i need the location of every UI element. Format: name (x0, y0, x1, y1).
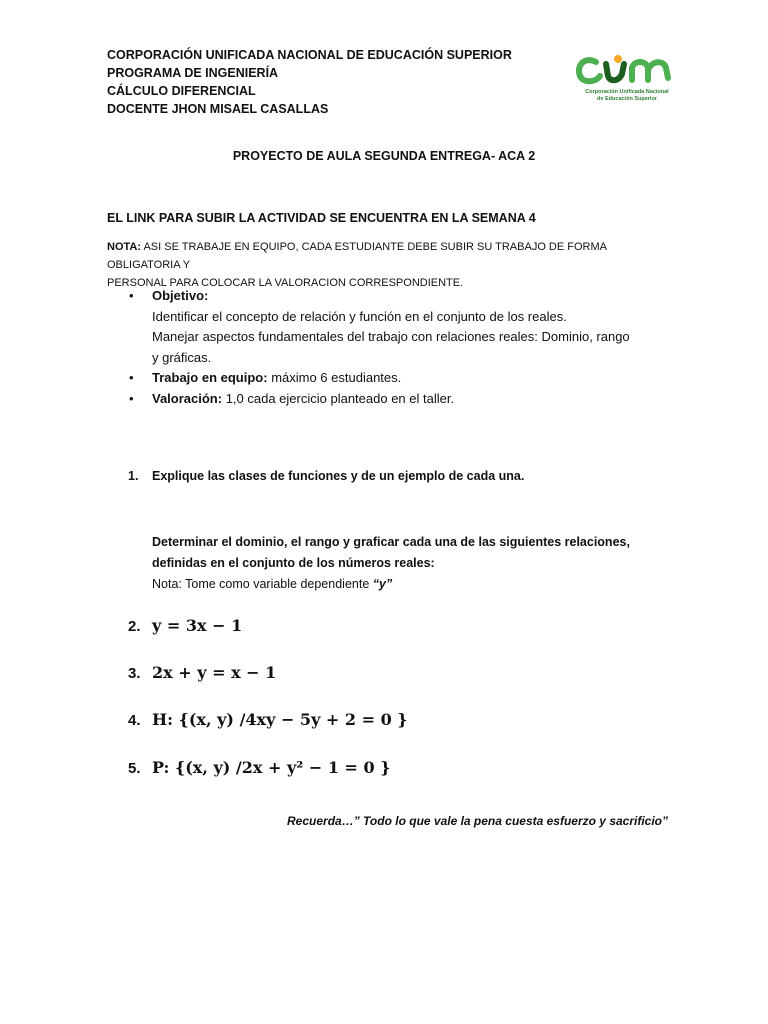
nota-block (107, 238, 667, 292)
equipo-text: máximo 6 estudiantes. (267, 370, 402, 385)
institution-name: CORPORACIÓN UNIFICADA NACIONAL DE EDUCACIÓN SUPERIOR (107, 48, 512, 62)
instructions-line2: definidas en el conjunto de los números reales: (152, 556, 435, 570)
project-title: PROYECTO DE AULA SEGUNDA ENTREGA- ACA 2 (232, 149, 536, 163)
dependent-variable: “y” (372, 577, 393, 591)
equation-text: y = 3x − 1 (152, 616, 243, 635)
equation-5 (128, 758, 391, 777)
equation-text: H: {(x, y) /4xy − 5y + 2 = 0 } (152, 710, 408, 729)
bullet-icon: • (129, 370, 134, 385)
nota-label: NOTA: (107, 241, 142, 253)
instructions (152, 532, 667, 595)
equation-number: 5. (128, 760, 141, 777)
bullet-icon: • (129, 390, 134, 406)
question-text: Explique las clases de funciones y de un ejemplo de cada una. (152, 469, 525, 483)
bullet-list (107, 286, 667, 409)
cun-logo-mark (572, 50, 682, 90)
question-1 (128, 469, 524, 483)
equation-2 (128, 616, 242, 635)
question-number: 1. (128, 469, 139, 483)
valoracion-text: 1,0 cada ejercicio planteado en el taller. (222, 390, 455, 406)
motivational-quote: Recuerda…” Todo lo que vale la pena cuesta esfuerzo y sacrificio” (287, 814, 669, 828)
course-name: CÁLCULO DIFERENCIAL (107, 84, 256, 98)
objetivo-line3: y gráficas. (152, 349, 212, 365)
equipo-label: Trabajo en equipo: (152, 370, 268, 385)
list-item-valoracion (107, 389, 667, 410)
equation-text: P: {(x, y) /2x + y² − 1 = 0 } (152, 758, 391, 777)
list-item-objetivo (107, 286, 667, 368)
objetivo-label: Objetivo: (152, 288, 209, 303)
link-notice: EL LINK PARA SUBIR LA ACTIVIDAD SE ENCUENTRA EN LA SEMANA 4 (107, 211, 536, 225)
bullet-icon: • (129, 288, 134, 303)
instructions-nota: Nota: Tome como variable dependiente “y” (152, 577, 393, 591)
program-name: PROGRAMA DE INGENIERÍA (107, 66, 279, 80)
logo-caption: Corporación Unificada Nacional de Educación Superior (585, 89, 669, 102)
equation-number: 2. (128, 618, 141, 635)
nota-text-line2: PERSONAL PARA COLOCAR LA VALORACION CORRESPONDIENTE. (107, 277, 464, 289)
cun-logo (572, 50, 682, 110)
equation-4 (128, 710, 408, 729)
instructions-line1: Determinar el dominio, el rango y graficar cada una de las siguientes relaciones, (152, 535, 630, 549)
equation-text: 2x + y = x − 1 (152, 663, 277, 682)
objetivo-line1: Identificar el concepto de relación y función en el conjunto de los reales. (152, 308, 567, 324)
equation-number: 4. (128, 712, 141, 729)
valoracion-label: Valoración: (152, 390, 223, 406)
list-item-equipo (107, 368, 667, 389)
objetivo-line2: Manejar aspectos fundamentales del trabajo con relaciones reales: Dominio, rango (152, 329, 630, 344)
teacher-name: DOCENTE JHON MISAEL CASALLAS (107, 102, 329, 116)
document-header (107, 46, 547, 118)
equation-number: 3. (128, 665, 141, 682)
nota-text-line1: ASI SE TRABAJE EN EQUIPO, CADA ESTUDIANTE DEBE SUBIR SU TRABAJO DE FORMA OBLIGATORIA Y (107, 241, 607, 271)
equation-3 (128, 663, 276, 682)
